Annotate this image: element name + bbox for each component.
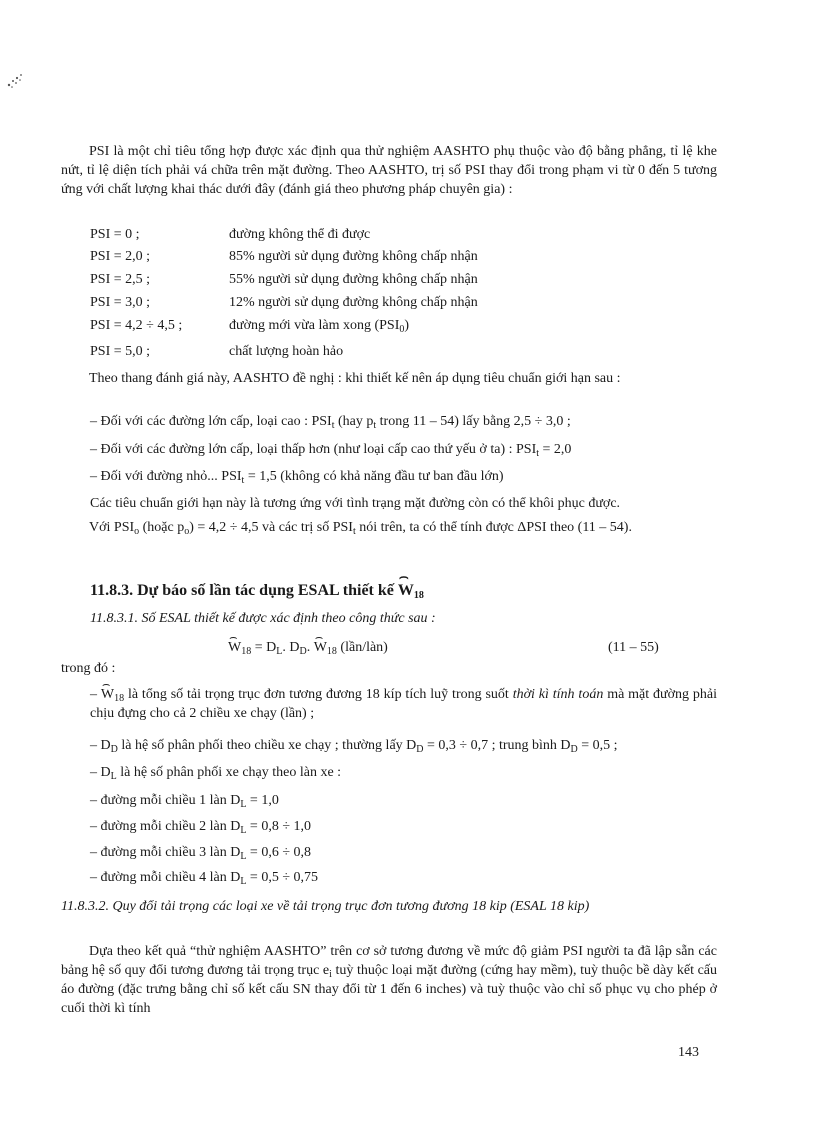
formula: ⌢ $W_{18} = D_L$. $D_D$. ⌢ $W_{18}$ (lần/làn) <box>228 639 388 658</box>
lane-item: – đường mỗi chiều 3 làn $D_L = 0,6 \div 0,8$ <box>90 845 312 862</box>
psi-value: PSI = 4,2 ÷ 4,5 ; <box>90 318 183 333</box>
psi-row <box>90 317 610 337</box>
psi-row <box>90 271 610 291</box>
intro-paragraph: PSI là một chỉ tiêu tổng hợp được xác định qua thử nghiệm AASHTO phụ thuộc vào độ bằng phẳng, tỉ lệ khe nứt, tỉ lệ diện tích phải vá chữa trên mặt đường. Theo AASHTO, trị số PSI thay đổi trong phạm vi từ 0 đến 5 tương ứng với chất lượng khai thác dưới đây (đánh giá theo phương pháp chuyên gia) : <box>61 144 717 197</box>
lane-item: – đường mỗi chiều 4 làn $D_L = 0,5 \div 0,75$ <box>90 870 319 887</box>
psi-value: PSI = 3,0 ; <box>90 295 151 310</box>
psi-value: PSI = 0 ; <box>90 227 140 242</box>
definition-w18: – ⌢ $W_{18}$ là tổng số tải trọng trục đơn tương đương 18 kíp tích luỹ trong suốt thời kì tính toán mà mặt đường phải chịu đựng cho cả 2 chiều xe chạy (lần) ; <box>90 686 717 724</box>
psi-description: 85% người sử dụng đường không chấp nhận <box>229 249 478 264</box>
lane-item: – đường mỗi chiều 2 làn $D_L = 0,8 \div 1,0$ <box>90 819 312 836</box>
subsection-heading: 11.8.3.2. Quy đổi tải trọng các loại xe về tải trọng trục đơn tương đương 18 kip (ESAL 18 kip) <box>61 899 590 914</box>
definition-dl: – $D_L$ là hệ số phân phối xe chạy theo làn xe : <box>90 765 342 782</box>
psi-description: chất lượng hoàn hảo <box>229 344 344 359</box>
psi-row <box>90 294 610 314</box>
body-paragraph: Dựa theo kết quả “thử nghiệm AASHTO” trên cơ sở tương đương về mức độ giảm PSI người ta đã lập sẵn các bảng hệ số quy đổi tương đương tải trọng trục $e_i$ tuỳ thuộc loại mặt đường (cứng hay mềm), tuỳ thuộc bề dày kết cấu áo đường (đặc trưng bằng chỉ số kết cấu SN thay đổi từ 1 đến 6 inches) và tuỳ thuộc vào chỉ số phục vụ cho phép ở cuối thời kì tính <box>61 944 717 1016</box>
definition-dd: – $D_D$ là hệ số phân phối theo chiều xe chạy ; thường lấy $D_D = 0,3 \div 0,7$ ; trung bình $D_D = 0,5$ ; <box>90 738 618 755</box>
psi-description: 12% người sử dụng đường không chấp nhận <box>229 295 478 310</box>
dpsi-paragraph: Với $PSI_o$ (hoặc $p_o) = 4,2 \div 4,5$ và các trị số $PSI_t$ nói trên, ta có thể tính được ΔPSI theo (11 – 54). <box>89 520 632 537</box>
psi-value: PSI = 5,0 ; <box>90 344 151 359</box>
psi-row <box>90 343 610 363</box>
section-heading: 11.8.3. Dự báo số lần tác dụng ESAL thiết kế ⌢ $W_{18}$ <box>90 580 424 602</box>
scale-paragraph: Theo thang đánh giá này, AASHTO đề nghị : khi thiết kế nên áp dụng tiêu chuẩn giới hạn sau : <box>89 371 621 386</box>
psi-description: đường không thể đi được <box>229 227 371 242</box>
psi-description: 55% người sử dụng đường không chấp nhận <box>229 272 478 287</box>
psi-row <box>90 226 610 246</box>
where-label: trong đó : <box>61 661 116 676</box>
formula-number: (11 – 55) <box>608 640 659 655</box>
restore-sentence: Các tiêu chuẩn giới hạn này là tương ứng với tình trạng mặt đường còn có thể khôi phục được. <box>90 496 621 511</box>
psi-row <box>90 248 610 268</box>
subsection-heading: 11.8.3.1. Số ESAL thiết kế được xác định theo công thức sau : <box>90 611 436 626</box>
psi-description: đường mới vừa làm xong $(PSI_0)$ <box>229 318 410 335</box>
scan-mark <box>4 70 26 92</box>
lane-item: – đường mỗi chiều 1 làn $D_L = 1,0$ <box>90 793 279 810</box>
limit-item: – Đối với đường nhỏ... $PSI_t = 1,5$ (không có khả năng đầu tư ban đầu lớn) <box>90 469 504 486</box>
limit-item: – Đối với các đường lớn cấp, loại cao : $PSI_t$ (hay $p_t$ trong 11 – 54) lấy bằng 2,5 ÷ 3,0 ; <box>90 414 571 431</box>
limit-item: – Đối với các đường lớn cấp, loại thấp hơn (như loại cấp cao thứ yếu ở ta) : $PSI_t = 2,0$ <box>90 442 572 459</box>
psi-value: PSI = 2,5 ; <box>90 272 151 287</box>
page-number: 143 <box>678 1045 699 1060</box>
psi-value: PSI = 2,0 ; <box>90 249 151 264</box>
